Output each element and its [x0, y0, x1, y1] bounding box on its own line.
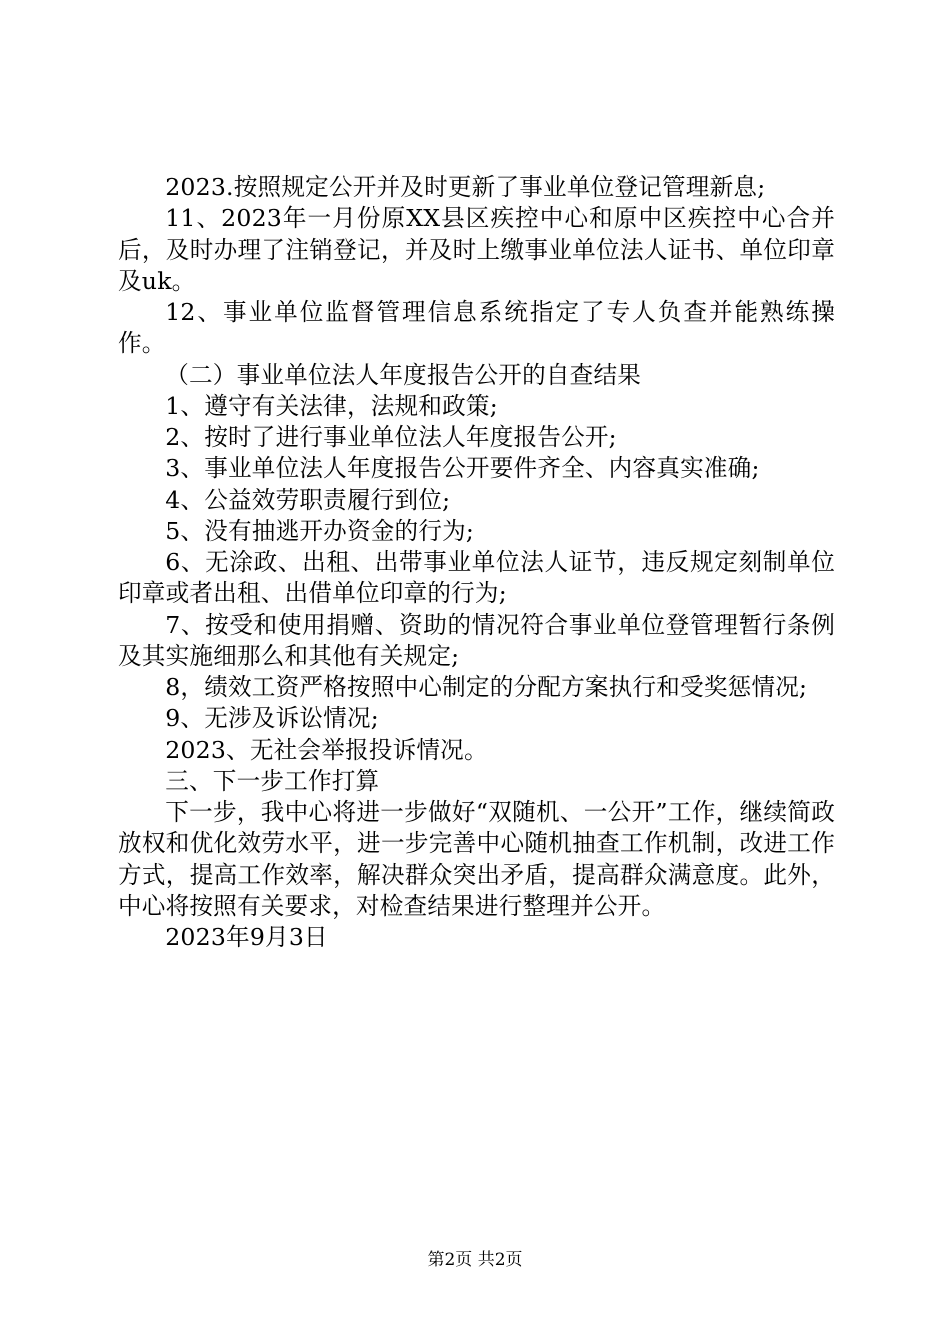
list-item-1: 1、遵守有关法律，法规和政策; — [165, 391, 498, 420]
list-item-6: 6、无涂政、出租、出带事业单位法人证节，违反规定刻制单位印章或者出租、出借单位印章的行为; — [118, 548, 835, 608]
list-item-2: 2、按时了进行事业单位法人年度报告公开; — [165, 423, 617, 451]
section-heading-next-steps: 三、下一步工作打算 — [165, 766, 380, 795]
section-heading-self-check: （二）事业单位法人年度报告公开的自查结果 — [165, 360, 642, 389]
paragraph-item-12: 12、事业单位监督管理信息系统指定了专人负查并能熟练操作。 — [118, 298, 835, 358]
page-footer: 第2页 共2页 — [427, 1250, 523, 1270]
list-item-4: 4、公益效劳职责履行到位; — [165, 485, 451, 514]
list-item-5: 5、没有抽逃开办资金的行为; — [165, 516, 475, 545]
document-date: 2023年9月3日 — [165, 923, 328, 951]
list-item-8: 8，绩效工资严格按照中心制定的分配方案执行和受奖惩情况; — [165, 673, 808, 701]
list-item-10: 2023、无社会举报投诉情况。 — [165, 735, 488, 764]
list-item-9: 9、无涉及诉讼情况; — [165, 704, 379, 733]
list-item-7: 7、按受和使用捐赠、资助的情况符合事业单位登管理暂行条例及其实施细那么和其他有关规定; — [118, 610, 835, 670]
next-steps-paragraph: 下一步，我中心将进一步做好“双随机、一公开”工作，继续简政放权和优化效劳水平，进一步完善中心随机抽查工作机制，改进工作方式，提高工作效率，解决群众突出矛盾，提高群众满意度。此外，中心将按照有关要求，对检查结果进行整理并公开。 — [118, 798, 835, 920]
list-item-3: 3、事业单位法人年度报告公开要件齐全、内容真实准确; — [165, 454, 760, 483]
document-body — [118, 172, 835, 953]
paragraph-item-disclosure: 2023.按照规定公开并及时更新了事业单位登记管理新息; — [165, 173, 766, 201]
paragraph-item-11: 11、2023年一月份原XX县区疾控中心和原中区疾控中心合并后，及时办理了注销登记，并及时上缴事业单位法人证书、单位印章及uk。 — [118, 204, 835, 295]
